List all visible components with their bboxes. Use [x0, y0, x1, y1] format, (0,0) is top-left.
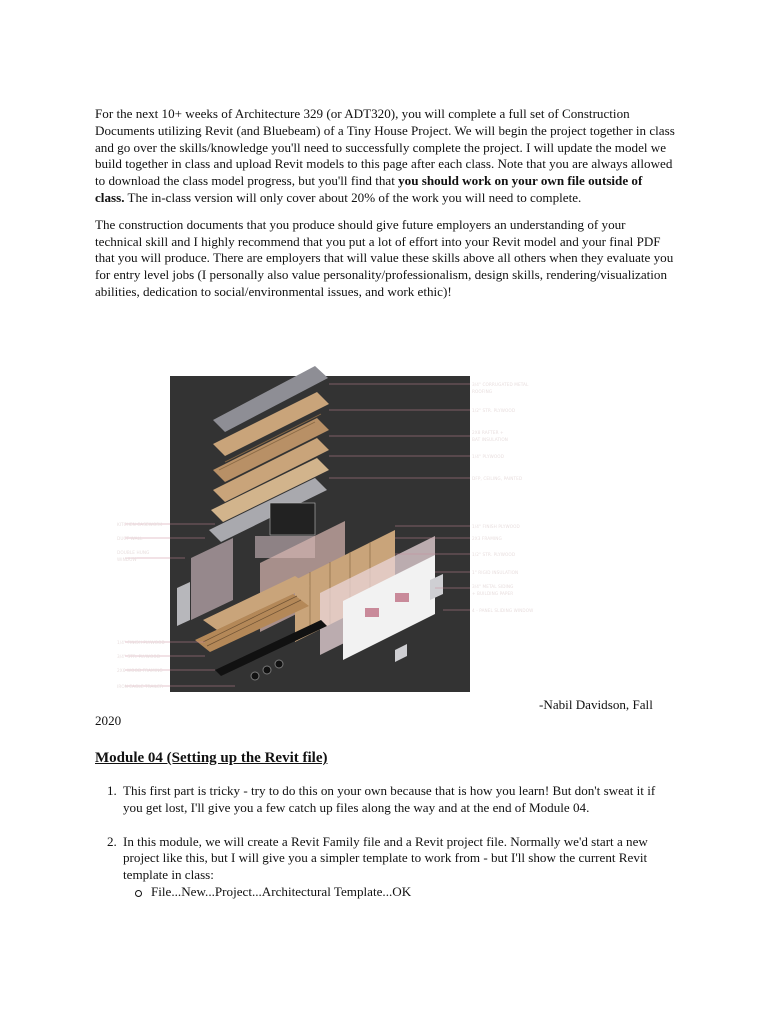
- diagram-labels: [95, 358, 535, 710]
- label-trailer: IRON EAGLE TRAILER: [117, 684, 163, 689]
- label-roofing-2: ROOFING: [472, 389, 493, 394]
- tiny-house-exploded-axonometric: [95, 358, 535, 710]
- label-finish-plywood: 1/4" FINISH PLYWOOD: [472, 524, 520, 529]
- sub-list-item-text: File...New...Project...Architectural Template...OK: [151, 883, 412, 899]
- label-floor-finish-plywood: 1/4" FINISH PLYWOOD: [117, 640, 165, 645]
- list-item-text: In this module, we will create a Revit Family file and a Revit project file. Normally we'd start a new project like this, but I will give you a simpler template to work from - but I'll show the current Revit template in class:: [123, 833, 648, 883]
- label-framing: 2X3 FRAMING: [472, 536, 502, 541]
- list-item: [95, 783, 675, 817]
- label-sliding-window: 4 - PANEL SLIDING WINDOW: [472, 608, 534, 613]
- list-item: [95, 834, 675, 901]
- label-metal-siding-1: 3/4" METAL SIDING: [472, 584, 514, 589]
- figure-caption-author: -Nabil Davidson, Fall: [539, 697, 653, 712]
- intro-text: [95, 106, 675, 311]
- label-str-plywood-wall: 1/2" STR. PLYWOOD: [472, 552, 516, 557]
- label-double-hung-2: WINDOW: [117, 557, 137, 562]
- sub-list-item: [123, 884, 675, 901]
- label-double-hung-1: DOUBLE HUNG: [117, 550, 150, 555]
- label-rafter-2: BAT INSULATION: [472, 437, 508, 442]
- module-steps-list: [95, 783, 675, 918]
- label-wood-framing: 2X6 WOOD FRAMING: [117, 668, 163, 673]
- label-rafter-1: 2X8 RAFTER +: [472, 430, 504, 435]
- label-str-plywood: 1/2" STR. PLYWOOD: [472, 408, 516, 413]
- list-item-text: This first part is tricky - try to do this on your own because that is how you learn! But don't sweat it if you get lost, I'll give you a few catch up files along the way and at the end of Module 04.: [123, 783, 656, 815]
- list-number: 2.: [107, 833, 117, 849]
- label-ceiling: DFP, CEILING, PAINTED: [472, 476, 523, 481]
- module-heading: Module 04 (Setting up the Revit file): [95, 750, 328, 766]
- label-metal-siding-2: + BUILDING PAPER: [472, 591, 514, 596]
- label-quarter-plywood: 1/4" PLYWOOD: [472, 454, 505, 459]
- label-duct-wall: DUCT WALL: [117, 536, 143, 541]
- label-roofing-1: 3/4" CORRUGATED METAL: [472, 382, 529, 387]
- intro-paragraph-1: For the next 10+ weeks of Architecture 329 (or ADT320), you will complete a full set of Construction Documents utilizing Revit (and Bluebeam) of a Tiny House Project. We will begin the project together in class and go over the skills/knowledge you'll need to successfully complete the project. I will update the model we build together in class and upload Revit models to this page after each class. Note that you are always allowed to download the class model progress, but you'll find that you should work on your own file outside of class. The in-class version will only cover about 20% of the work you will need to complete.: [95, 106, 675, 205]
- circle-bullet-icon: [135, 890, 142, 897]
- label-rigid-insulation: 1" RIGID INSULATION: [472, 570, 519, 575]
- list-number: 1.: [107, 783, 117, 798]
- label-floor-str-plywood: 3/4" STR. PLYWOOD: [117, 654, 161, 659]
- figure-caption-year: 2020: [95, 713, 122, 728]
- intro-paragraph-2: The construction documents that you produce should give future employers an understanding of your technical skill and I highly recommend that you put a lot of effort into your Revit model and your final PDF that you will produce. There are employers that will value these skills above all others when they evaluate you for entry level jobs (I personally also value personality/professionalism, design skills, rendering/visualization abilities, dedication to social/environmental issues, and work ethic)!: [95, 216, 674, 299]
- label-kitchen-casework: KITCHEN CASEWORK: [117, 522, 163, 527]
